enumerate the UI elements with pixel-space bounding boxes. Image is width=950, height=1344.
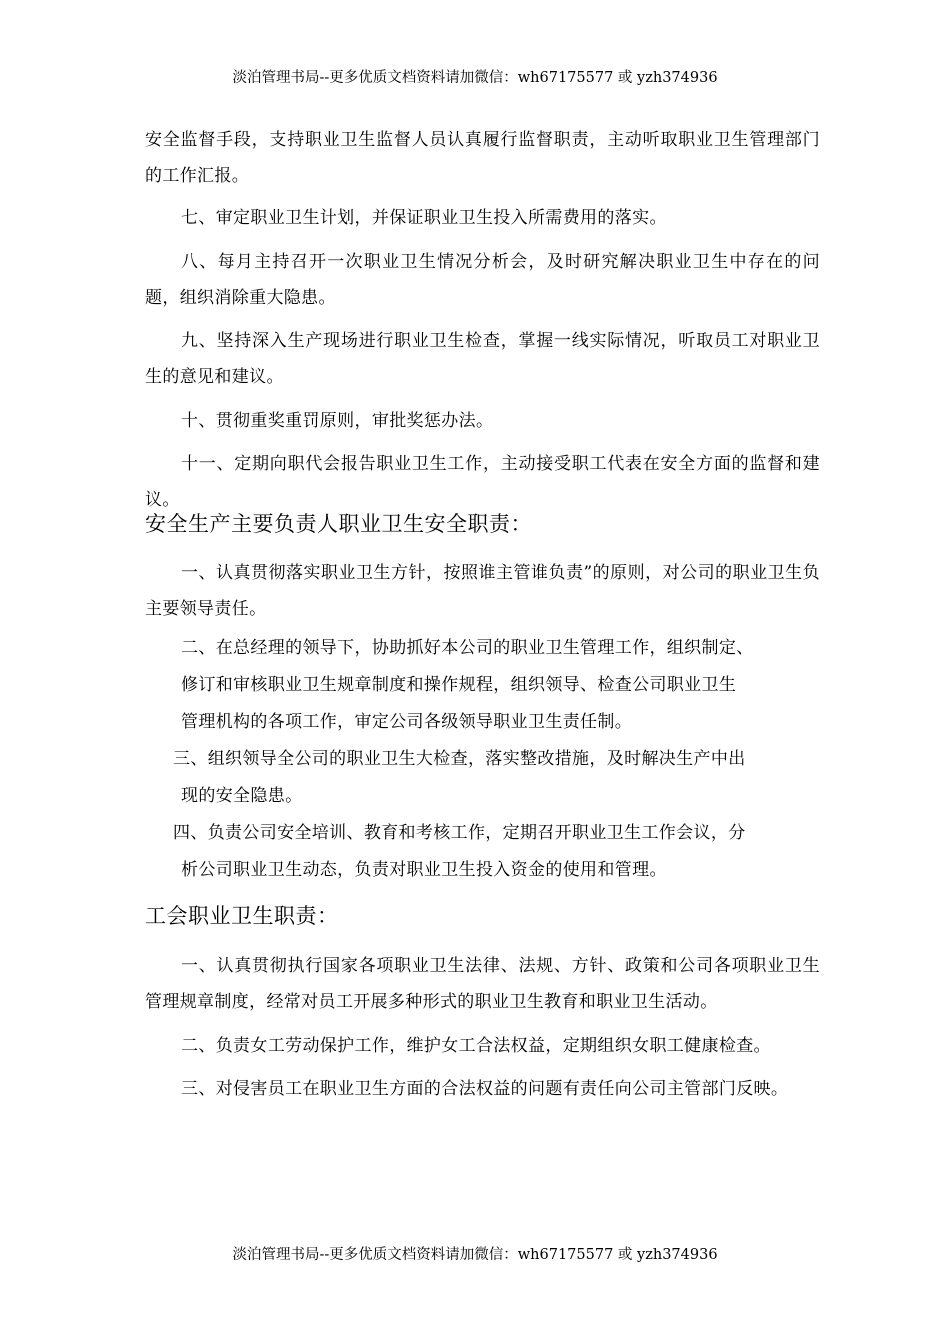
duty-item-11: 十一、定期向职代会报告职业卫生工作，主动接受职工代表在安全方面的监督和建议。 xyxy=(145,454,820,510)
union-duty-item-1: 一、认真贯彻执行国家各项职业卫生法律、法规、方针、政策和公司各项职业卫生管理规章制度，经常对员工开展多种形式的职业卫生教育和职业卫生活动。 xyxy=(145,956,820,1012)
item-line: 管理机构的各项工作，审定公司各级领导职业卫生责任制。 xyxy=(181,712,633,732)
section-2 xyxy=(145,555,820,627)
section-2-heading-block xyxy=(145,509,820,539)
item-line: 二、在总经理的领导下，协助抓好本公司的职业卫生管理工作，组织制定、 xyxy=(181,638,754,658)
responsibility-item-3 xyxy=(173,741,848,777)
union-duty-item-2: 二、负责女工劳动保护工作，维护女工合法权益，定期组织女职工健康检查。 xyxy=(181,1035,771,1056)
item-line: 四、负责公司安全培训、教育和考核工作，定期召开职业卫生工作会议，分 xyxy=(173,823,746,843)
responsibility-item-2-cont-2 xyxy=(181,704,856,740)
responsibility-item-3-cont xyxy=(181,778,856,814)
section-3 xyxy=(145,948,820,1115)
responsibility-item-4-cont xyxy=(181,852,856,888)
page-header: 淡泊管理书局--更多优质文档资料请加微信：wh67175577 或 yzh374936 xyxy=(232,70,718,86)
section-heading: 安全生产主要负责人职业卫生安全职责： xyxy=(145,512,532,536)
page-footer: 淡泊管理书局--更多优质文档资料请加微信：wh67175577 或 yzh374936 xyxy=(232,1247,718,1263)
responsibility-item-2-cont xyxy=(181,667,856,703)
responsibility-item-4 xyxy=(173,815,848,851)
duty-item-10: 十、贯彻重奖重罚原则，审批奖惩办法。 xyxy=(181,410,494,431)
section-1 xyxy=(145,122,820,526)
section-heading: 工会职业卫生职责： xyxy=(145,904,339,928)
item-line: 三、组织领导全公司的职业卫生大检查，落实整改措施，及时解决生产中出 xyxy=(173,749,746,769)
section-3-heading-block xyxy=(145,901,820,931)
duty-item-9: 九、坚持深入生产现场进行职业卫生检查，掌握一线实际情况，听取员工对职业卫生的意见和建议。 xyxy=(145,331,820,387)
responsibility-item-2 xyxy=(181,630,856,666)
item-line: 现的安全隐患。 xyxy=(181,786,303,806)
item-line: 修订和审核职业卫生规章制度和操作规程，组织领导、检查公司职业卫生 xyxy=(181,675,737,695)
union-duty-item-3: 三、对侵害员工在职业卫生方面的合法权益的问题有责任向公司主管部门反映。 xyxy=(181,1079,789,1099)
continuation-paragraph: 安全监督手段，支持职业卫生监督人员认真履行监督职责，主动听取职业卫生管理部门的工作汇报。 xyxy=(145,130,820,186)
duty-item-7: 七、审定职业卫生计划，并保证职业卫生投入所需费用的落实。 xyxy=(181,208,667,228)
responsibility-item-1: 一、认真贯彻落实职业卫生方针，按照谁主管谁负责”的原则，对公司的职业卫生负主要领导责任。 xyxy=(145,563,820,619)
item-line: 析公司职业卫生动态，负责对职业卫生投入资金的使用和管理。 xyxy=(181,860,667,880)
duty-item-8: 八、每月主持召开一次职业卫生情况分析会，及时研究解决职业卫生中存在的问题，组织消除重大隐患。 xyxy=(145,251,820,308)
